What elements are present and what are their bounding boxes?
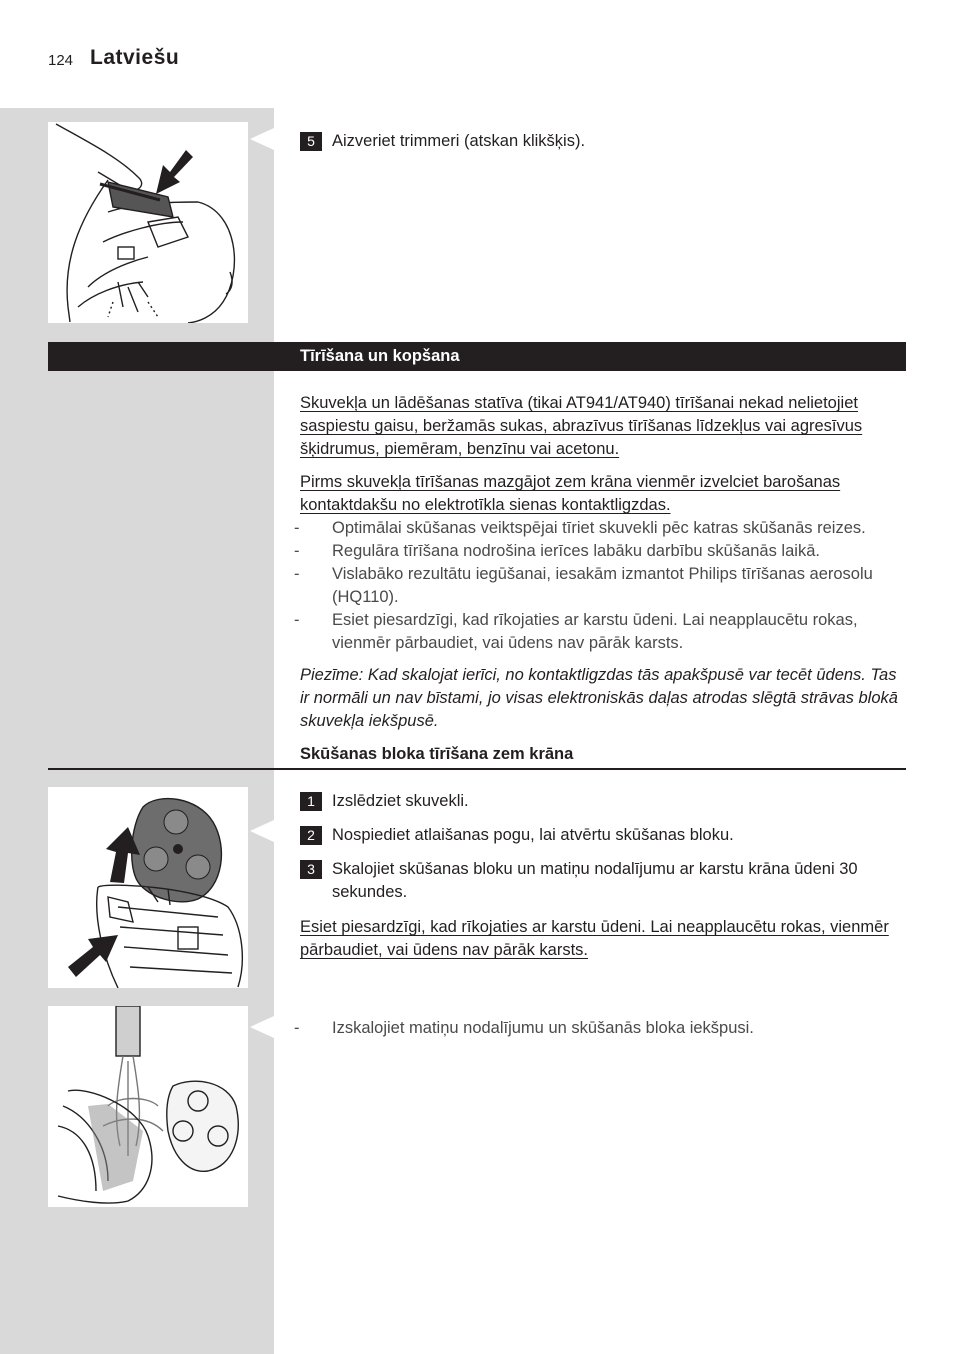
figure-pointer (250, 1016, 274, 1038)
step-5 (300, 130, 932, 153)
list-item: - Izskalojiet matiņu nodalījumu un skūšanās bloka iekšpusi. (294, 1019, 754, 1037)
step-2 (300, 824, 906, 847)
step-text: Aizveriet trimmeri (atskan klikšķis). (332, 132, 586, 150)
step-text: Izslēdziet skuvekli. (332, 792, 469, 810)
figure-pointer (250, 820, 274, 842)
figure-pointer (250, 128, 274, 150)
tips-list (294, 517, 906, 655)
list-item: - Vislabāko rezultātu iegūšanai, iesakām izmantot Philips tīrīšanas aerosolu (HQ110). (294, 565, 873, 606)
trimmer-illustration (48, 122, 248, 323)
steps-list (300, 790, 906, 904)
section-header-bar (48, 342, 906, 371)
page-language-title: Latviešu (90, 46, 180, 69)
list-item: - Esiet piesardzīgi, kad rīkojaties ar karstu ūdeni. Lai neapplaucētu rokas, vienmēr pārbaudiet, vai ūdens nav pārāk karsts. (294, 611, 858, 652)
shaving-unit-open-illustration (48, 787, 248, 988)
list-item: - Optimālai skūšanas veiktspējai tīriet skuvekli pēc katras skūšanās reizes. (294, 519, 866, 537)
subsection-title: Skūšanas bloka tīrīšana zem krāna (300, 745, 574, 763)
step-number-badge: 5 (300, 132, 322, 151)
section-divider (48, 768, 906, 770)
note-paragraph: Piezīme: Kad skalojat ierīci, no kontaktligzdas tās apakšpusē var tecēt ūdens. Tas ir normāli un nav bīstami, jo visas elektroniskās daļas atrodas slēgtā strāvas blokā skuvekļa iekšpusē. (300, 666, 898, 730)
step-number-badge: 3 (300, 860, 322, 879)
step-1 (300, 790, 906, 813)
warning-paragraph-2: Pirms skuvekļa tīrīšanas mazgājot zem krāna vienmēr izvelciet barošanas kontaktdakšu no elektrotīkla sienas kontaktligzdas. (300, 473, 841, 514)
warning-paragraph-3: Esiet piesardzīgi, kad rīkojaties ar karstu ūdeni. Lai neapplaucētu rokas, vienmēr pārbaudiet, vai ūdens nav pārāk karsts. (300, 918, 889, 959)
step-number-badge: 1 (300, 792, 322, 811)
rinsing-illustration (48, 1006, 248, 1207)
rinse-tip (294, 1017, 906, 1040)
step-text: Nospiediet atlaišanas pogu, lai atvērtu skūšanas bloku. (332, 826, 734, 844)
step-number-badge: 2 (300, 826, 322, 845)
section-title: Tīrīšana un kopšana (300, 347, 460, 365)
step-text: Skalojiet skūšanas bloku un matiņu nodalījumu ar karstu krāna ūdeni 30 sekundes. (332, 860, 858, 901)
page-number: 124 (48, 52, 74, 69)
list-item: - Regulāra tīrīšana nodrošina ierīces labāku darbību skūšanās laikā. (294, 542, 820, 560)
step-3 (300, 858, 906, 904)
warning-paragraph-1: Skuvekļa un lādēšanas statīva (tikai AT941/AT940) tīrīšanai nekad nelietojiet saspiestu gaisu, beržamās sukas, abrazīvus tīrīšanas līdzekļus vai agresīvus šķidrumus, piemēram, benzīnu vai acetonu. (300, 394, 863, 458)
